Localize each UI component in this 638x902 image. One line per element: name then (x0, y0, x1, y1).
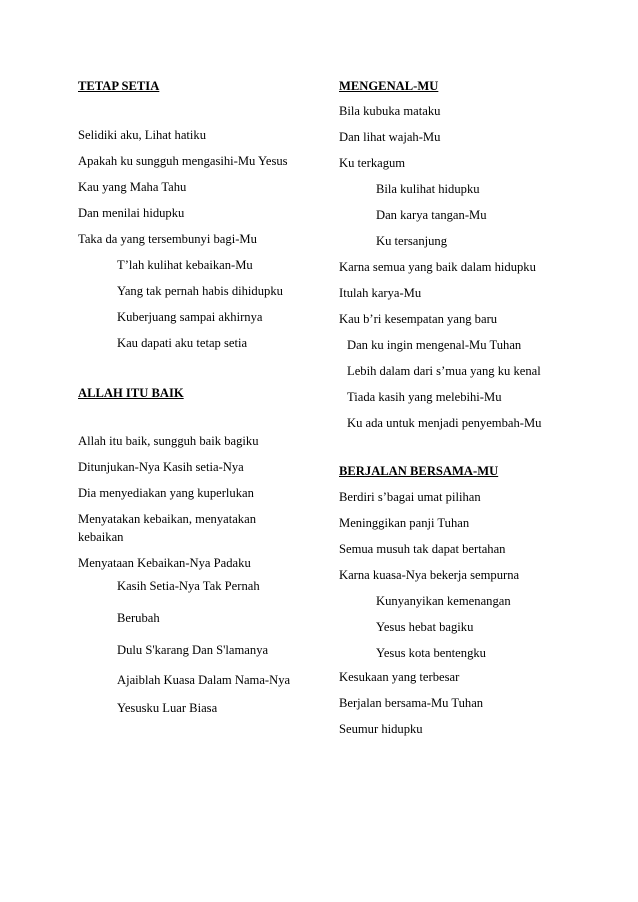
lyric-line-indented: Yang tak pernah habis dihidupku (117, 284, 283, 298)
lyric-line: Apakah ku sungguh mengasihi-Mu Yesus (78, 154, 288, 168)
lyric-line: Itulah karya-Mu (339, 286, 422, 300)
lyric-line: Ditunjukan-Nya Kasih setia-Nya (78, 460, 244, 474)
lyric-line: Dia menyediakan yang kuperlukan (78, 486, 254, 500)
lyric-line-indented: Yesusku Luar Biasa (117, 701, 218, 715)
lyric-line: Taka da yang tersembunyi bagi-Mu (78, 232, 257, 246)
lyric-line-indented: Kunyanyikan kemenangan (376, 594, 511, 608)
lyric-line-indented: Ku tersanjung (376, 234, 447, 248)
lyric-line-indented: Kuberjuang sampai akhirnya (117, 310, 263, 324)
song-title-allah-itu-baik: ALLAH ITU BAIK (78, 386, 184, 400)
lyric-line: Dan menilai hidupku (78, 206, 185, 220)
lyric-line-indented: Tiada kasih yang melebihi-Mu (347, 390, 502, 404)
lyric-line: Selidiki aku, Lihat hatiku (78, 128, 207, 142)
lyric-line-indented: Dan ku ingin mengenal-Mu Tuhan (347, 338, 522, 352)
lyric-line-indented: Ku ada untuk menjadi penyembah-Mu (347, 416, 542, 430)
lyric-line-indented: Bila kulihat hidupku (376, 182, 480, 196)
lyric-line: Kesukaan yang terbesar (339, 670, 460, 684)
song-title-berjalan-bersama-mu: BERJALAN BERSAMA-MU (339, 464, 499, 478)
lyric-line-indented: Dan karya tangan-Mu (376, 208, 487, 222)
lyric-line: Kau yang Maha Tahu (78, 180, 187, 194)
lyric-line-indented: T’lah kulihat kebaikan-Mu (117, 258, 253, 272)
lyric-line: Semua musuh tak dapat bertahan (339, 542, 506, 556)
song-title-tetap-setia: TETAP SETIA (78, 79, 160, 93)
lyric-line-indented: Ajaiblah Kuasa Dalam Nama-Nya (117, 673, 291, 687)
lyric-line: Ku terkagum (339, 156, 406, 170)
lyric-line-indented: Yesus kota bentengku (376, 646, 486, 660)
lyric-line-indented: Kau dapati aku tetap setia (117, 336, 248, 350)
lyric-line-indented: Dulu S'karang Dan S'lamanya (117, 643, 269, 657)
lyric-line-indented: Kasih Setia-Nya Tak Pernah (117, 579, 260, 593)
lyric-line: Menyataan Kebaikan-Nya Padaku (78, 556, 251, 570)
lyric-line: Karna semua yang baik dalam hidupku (339, 260, 536, 274)
lyric-line: Karna kuasa-Nya bekerja sempurna (339, 568, 520, 582)
lyric-line: Meninggikan panji Tuhan (339, 516, 470, 530)
lyric-line: Bila kubuka mataku (339, 104, 441, 118)
lyric-line-indented: Lebih dalam dari s’mua yang ku kenal (347, 364, 541, 378)
lyric-line-indented: Berubah (117, 611, 160, 625)
lyric-line: Allah itu baik, sungguh baik bagiku (78, 434, 259, 448)
song-title-mengenal-mu: MENGENAL-MU (339, 79, 439, 93)
lyric-line-wrapped: Menyatakan kebaikan, menyatakan kebaikan (78, 512, 256, 544)
lyric-line: Seumur hidupku (339, 722, 423, 736)
lyric-line: Kau b’ri kesempatan yang baru (339, 312, 498, 326)
lyric-line: Berdiri s’bagai umat pilihan (339, 490, 481, 504)
lyric-line: Dan lihat wajah-Mu (339, 130, 441, 144)
lyric-line: Berjalan bersama-Mu Tuhan (339, 696, 484, 710)
lyric-line-indented: Yesus hebat bagiku (376, 620, 474, 634)
